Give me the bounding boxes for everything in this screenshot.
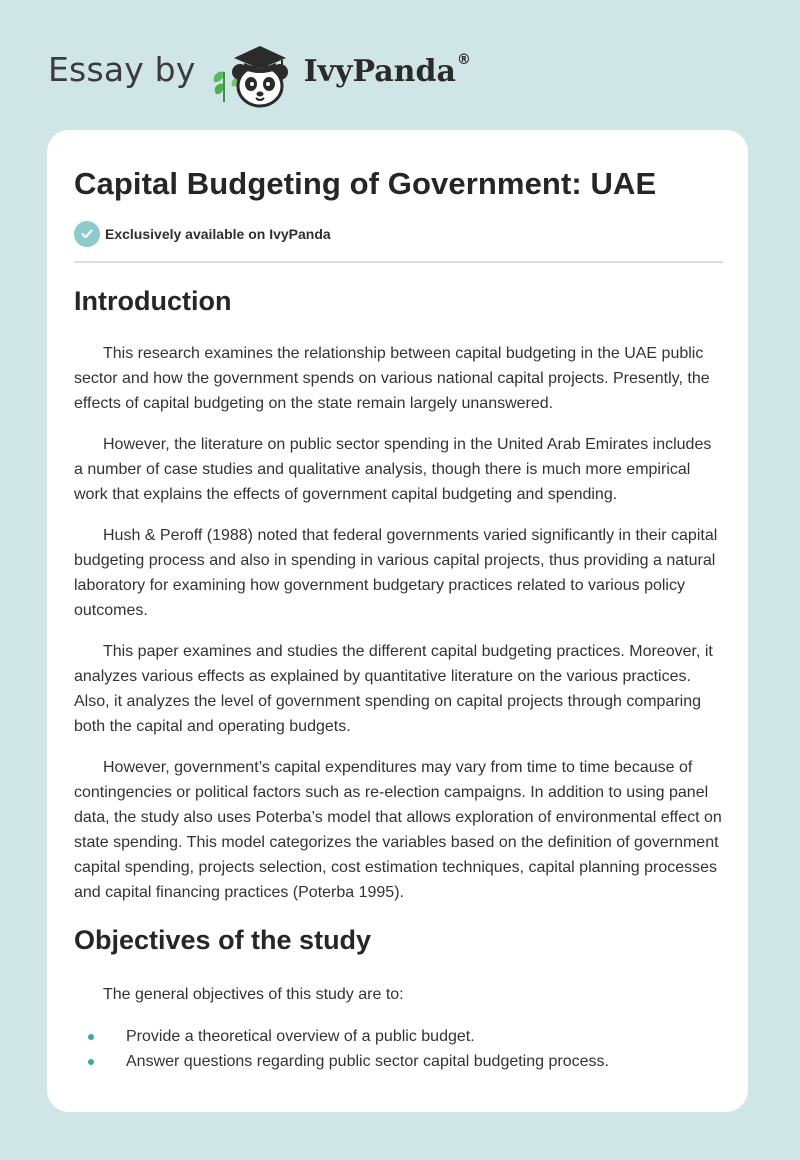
- list-item-text: Answer questions regarding public sector capital budgeting process.: [126, 1053, 609, 1070]
- paragraph: This research examines the relationship between capital budgeting in the UAE public sector and how the government spends on various national capital projects. Presently, the effects of capital budgeting on the state remain largely unanswered.: [74, 345, 710, 412]
- list-item: [74, 1024, 724, 1049]
- paragraph: However, the literature on public sector spending in the United Arab Emirates includes a number of case studies and qualitative analysis, though there is much more empirical work that explains the effects of government capital budgeting and spending.: [74, 436, 712, 503]
- paragraph: This paper examines and studies the different capital budgeting practices. Moreover, it analyzes various effects as explained by quantitative literature on the various practices. Also, it analyzes the level of government spending on capital projects through comparing both the capital and operating budgets.: [74, 643, 713, 735]
- paragraph: Hush & Peroff (1988) noted that federal governments varied significantly in their capital budgeting process and also in spending in various capital projects, thus providing a natural laboratory for examining how government budgetary practices related to various policy outcomes.: [74, 527, 718, 619]
- site-header: [48, 36, 471, 108]
- title-divider: [74, 261, 723, 263]
- brand-name: IvyPanda®: [303, 51, 471, 89]
- paragraph: However, government’s capital expenditures may vary from time to time because of contingencies or political factors such as re-election campaigns. In addition to using panel data, the study also uses Poterba’s model that allows exploration of environmental effect on state spending. This model categorizes the variables based on the definition of government capital spending, projects selection, cost estimation techniques, capital planning processes and capital financing practices (Poterba 1995).: [74, 759, 722, 901]
- page-title: Capital Budgeting of Government: UAE: [74, 166, 657, 201]
- registered-mark: ®: [456, 51, 471, 68]
- bullet-dot-icon: [88, 1034, 94, 1040]
- exclusive-label: Exclusively available on IvyPanda: [105, 226, 331, 242]
- list-item: [74, 1049, 724, 1074]
- bullet-dot-icon: [88, 1059, 94, 1065]
- section-heading-introduction: Introduction: [74, 286, 232, 316]
- essay-card: [47, 130, 748, 1112]
- objectives-list: [74, 1024, 724, 1074]
- exclusive-badge: [74, 221, 331, 247]
- ivypanda-logo[interactable]: [210, 36, 471, 108]
- list-item-text: Provide a theoretical overview of a public budget.: [126, 1028, 475, 1045]
- essay-body: [74, 280, 724, 1074]
- objectives-intro: The general objectives of this study are to:: [103, 986, 404, 1003]
- essay-by-label: Essay by: [48, 49, 196, 89]
- panda-graduate-icon: [210, 36, 298, 108]
- check-icon: [74, 221, 100, 247]
- section-heading-objectives: Objectives of the study: [74, 925, 372, 955]
